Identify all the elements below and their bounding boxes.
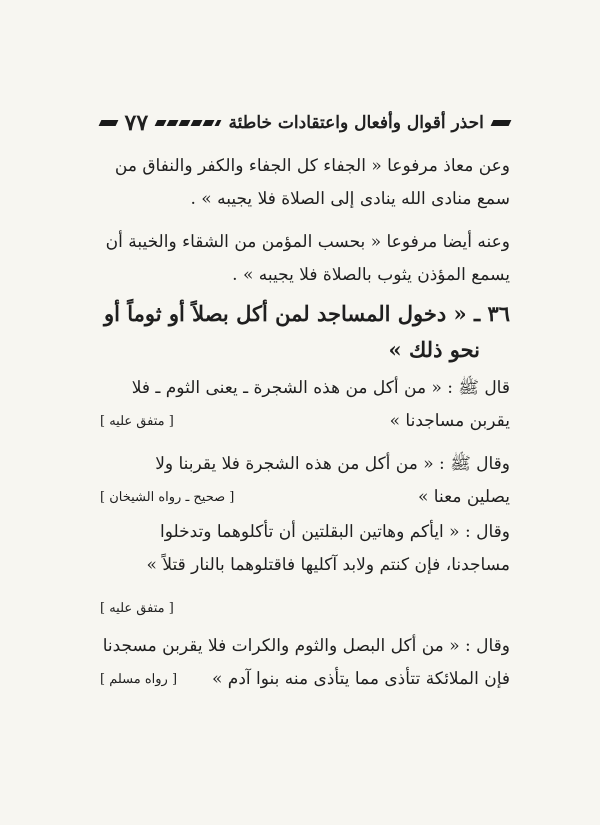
hadith-line-with-source [100,663,510,696]
hadith-2 [100,448,510,514]
hadith-text: فإن الملائكة تتأذى مما يتأذى منه بنوا آدم » [211,669,510,689]
hadith-source: [ صحيح ـ رواه الشيخان ] [100,490,235,505]
paragraph-line: وعنه أيضا مرفوعا « بحسب المؤمن من الشقاء والخيبة أن [105,232,510,252]
hadith-line: قال ﷺ : « من أكل من هذه الشجرة ـ يعنى الثوم ـ فلا [131,378,510,398]
hadith-text: يقربن مساجدنا » [389,411,510,431]
hadith-line: وقال : « من أكل البصل والثوم والكرات فلا يقربن مسجدنا [102,636,510,656]
header-ornament-left [99,120,118,126]
hadith-3 [100,516,510,625]
hadith-source: [ متفق عليه ] [100,601,174,616]
hadith-line-with-source [100,481,510,514]
section-heading [100,296,510,368]
header-ornament-dashes [155,120,222,126]
hadith-line: وقال ﷺ : « من أكل من هذه الشجرة فلا يقربنا ولا [155,454,510,474]
page-header [100,103,510,143]
hadith-1 [100,372,510,438]
hadith-source: [ رواه مسلم ] [100,672,178,687]
hadith-text: يصلين معنا » [418,487,510,507]
paragraph-muadh [100,150,510,216]
paragraph-hasb [100,226,510,292]
hadith-line: وقال : « ايأكم وهاتين البقلتين أن تأكلوهما وتدخلوا [160,522,510,542]
hadith-line: مساجدنا، فإن كنتم ولابد آكليها فاقتلوهما بالنار قتلاً » [146,555,510,575]
hadith-line-with-source [100,405,510,438]
heading-line: ٣٦ ـ « دخول المساجد لمن أكل بصلاً أو ثوماً أو [103,301,510,326]
page-number: ٧٧ [124,110,149,136]
hadith-4 [100,630,510,696]
running-title: احذر أقوال وأفعال واعتقادات خاطئة [228,113,484,133]
heading-line: نحو ذلك » [388,337,480,362]
paragraph-line: يسمع المؤذن يثوب بالصلاة فلا يجيبه » . [232,265,510,285]
paragraph-line: سمع منادى الله ينادى إلى الصلاة فلا يجيبه » . [190,189,510,209]
hadith-source: [ متفق عليه ] [100,414,174,429]
paragraph-line: وعن معاذ مرفوعا « الجفاء كل الجفاء والكفر والنفاق من [114,156,510,176]
header-ornament-right [490,120,511,126]
